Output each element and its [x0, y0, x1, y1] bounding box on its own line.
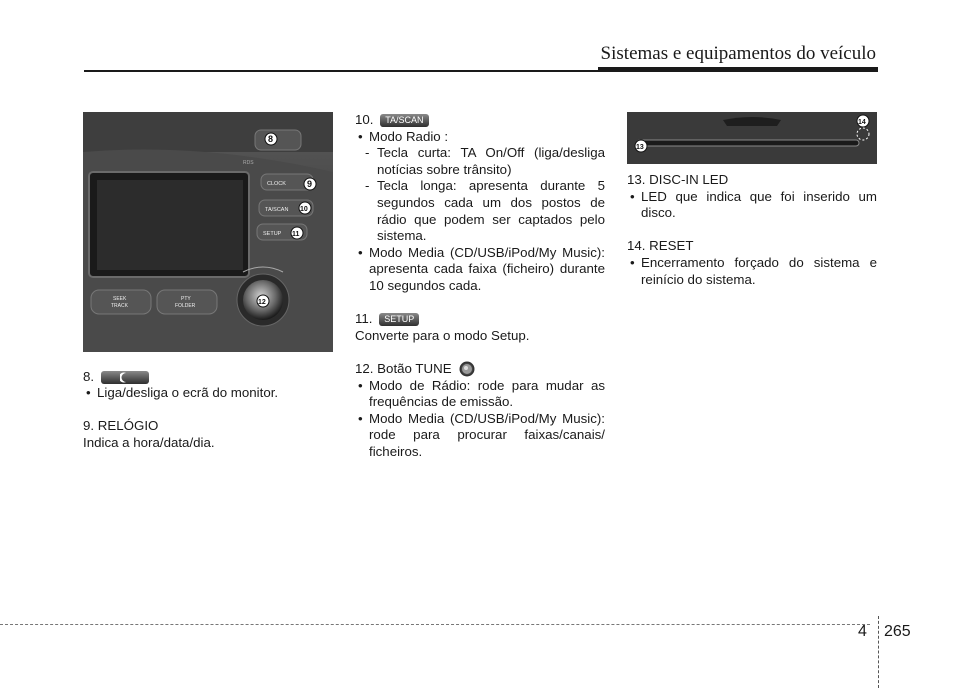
- callout-11: 11: [292, 231, 300, 238]
- media-mode-bullet: • Modo Media (CD/USB/iPod/My Music): apresenta cada faixa (ficheiro) durante 10 segundos cada.: [355, 245, 605, 295]
- column-1: [83, 112, 333, 452]
- item-8-heading: [83, 369, 333, 386]
- column-3: [627, 112, 877, 288]
- item-14-title: 14. RESET: [627, 238, 694, 254]
- head-unit-photo: [83, 112, 333, 352]
- clock-button-label: CLOCK: [267, 181, 286, 187]
- item-10-heading: [355, 112, 605, 129]
- item-12-radio-bullet: • Modo de Rádio: rode para mudar as frequências de emissão.: [355, 378, 605, 411]
- callout-12: 12: [258, 299, 266, 306]
- long-press-item: - Tecla longa: apresenta durante 5 segundos cada um dos postos de rádio que podem ser captados pelo sistema.: [365, 178, 605, 244]
- item-10-number: 10.: [355, 112, 374, 127]
- callout-10: 10: [300, 206, 308, 213]
- page-header-title: Sistemas e equipamentos do veículo: [600, 43, 876, 64]
- short-press-item: - Tecla curta: TA On/Off (liga/desliga notícias sobre trânsito): [365, 145, 605, 177]
- callout-8: 8: [268, 134, 274, 144]
- item-13-bullet: • LED que indica que foi inserido um disco.: [627, 189, 877, 222]
- setup-button-chip: SETUP: [379, 313, 419, 326]
- screen-off-button-chip: [101, 371, 149, 384]
- tune-knob-icon: [459, 361, 475, 377]
- page-number: 265: [884, 623, 911, 640]
- short-press-text: Tecla curta: TA On/Off (liga/desliga notícias sobre trânsito): [377, 145, 605, 177]
- radio-mode-bullet: • Modo Radio :: [355, 129, 605, 146]
- seek-label: SEEK: [113, 296, 127, 302]
- header-rule-accent: [598, 67, 878, 72]
- item-11-text: Converte para o modo Setup.: [355, 327, 530, 343]
- callout-14: 14: [858, 119, 866, 126]
- item-14-bullet: • Encerramento forçado do sistema e reinício do sistema.: [627, 255, 877, 288]
- item-11-heading: [355, 311, 605, 328]
- item-8-bullet: • Liga/desliga o ecrã do monitor.: [83, 385, 333, 402]
- rds-label: RDS: [243, 160, 254, 166]
- folder-label: FOLDER: [175, 303, 196, 309]
- footer-dashed-rule: [0, 624, 870, 625]
- chapter-number: 4: [858, 623, 867, 640]
- item-9-text: Indica a hora/data/dia.: [83, 434, 215, 450]
- disc-slot-illustration: [627, 112, 877, 164]
- disc-slot-photo: [627, 112, 877, 164]
- callout-13: 13: [636, 144, 644, 151]
- moon-icon: [120, 372, 130, 383]
- item-12-media-bullet: • Modo Media (CD/USB/iPod/My Music): rode para procurar faixas/canais/ ficheiros.: [355, 411, 605, 461]
- item-11-number: 11.: [355, 311, 373, 327]
- item-8-number: 8.: [83, 368, 95, 384]
- item-12-title: 12. Botão TUNE: [355, 360, 452, 376]
- track-label: TRACK: [111, 303, 128, 309]
- page-number-divider: [878, 616, 879, 688]
- long-press-text: Tecla longa: apresenta durante 5 segundos cada um dos postos de rádio que podem ser captados pelo sistema.: [377, 178, 605, 244]
- column-2: [355, 112, 605, 460]
- setup-button-label: SETUP: [263, 231, 282, 237]
- callout-9: 9: [307, 179, 313, 189]
- tascan-button-chip: TA/SCAN: [380, 114, 428, 127]
- item-9-title: 9. RELÓGIO: [83, 418, 159, 434]
- item-13-title: 13. DISC-IN LED: [627, 172, 729, 187]
- item-12-heading: [355, 361, 605, 378]
- head-unit-illustration: [83, 112, 333, 352]
- tascan-button-label: TA/SCAN: [265, 207, 289, 213]
- pty-label: PTY: [181, 296, 191, 302]
